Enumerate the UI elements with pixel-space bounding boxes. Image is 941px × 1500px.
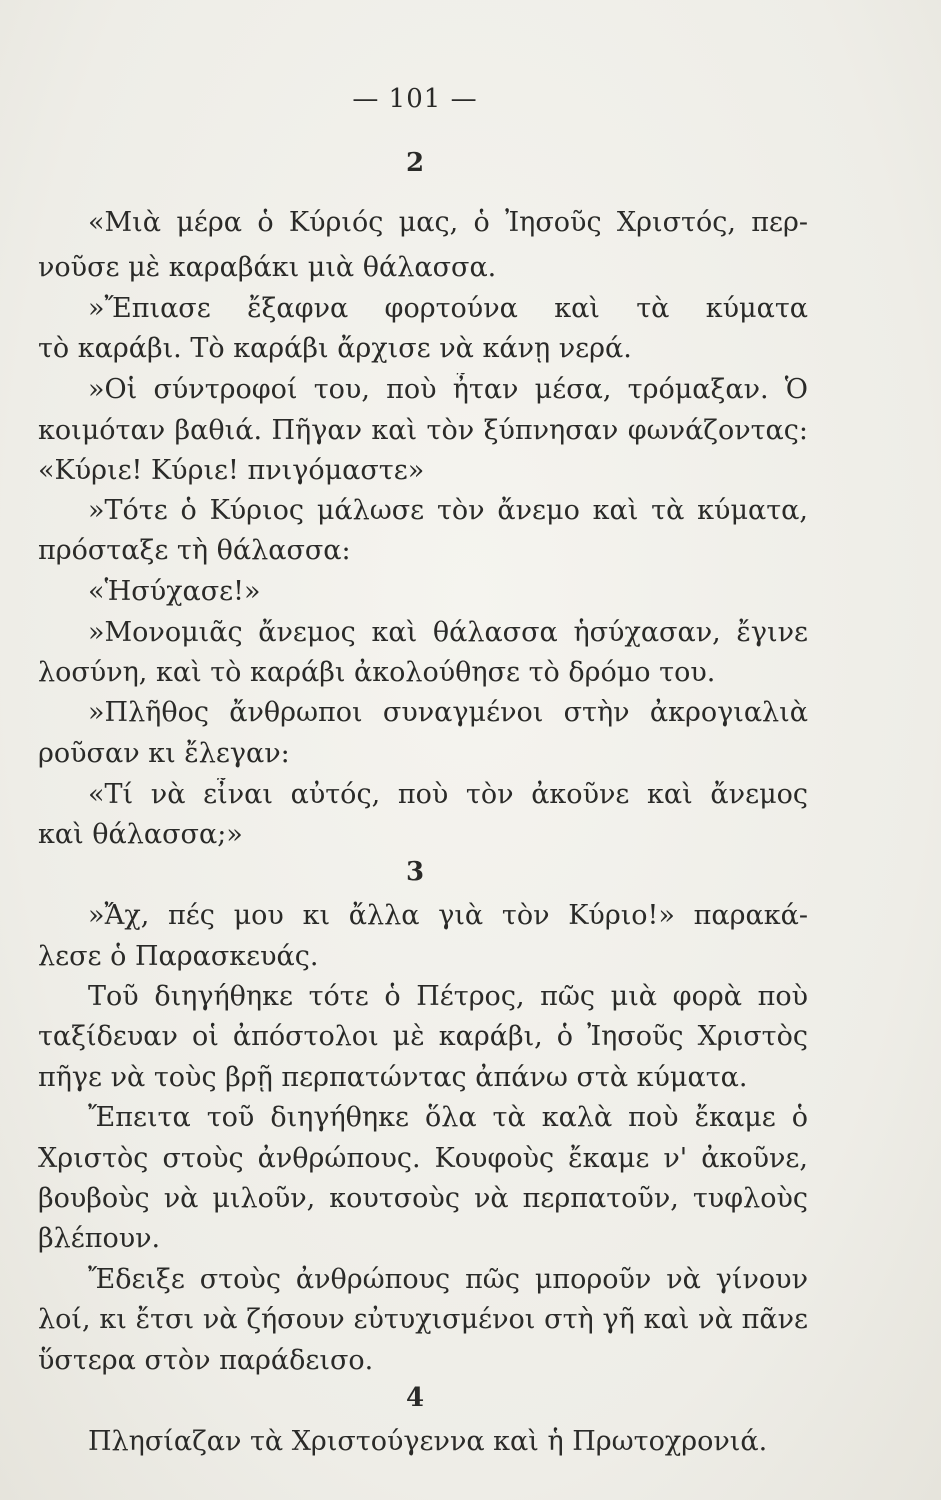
text-line: ὕστερα στὸν παράδεισο. (38, 1345, 374, 1376)
text-line: κοιμόταν βαθιά. Πῆγαν καὶ τὸν ξύπνησαν φωνάζοντας: (38, 415, 808, 446)
text-line: «Τί νὰ εἶναι αὐτός, ποὺ τὸν ἀκοῦνε καὶ ἄνεμος (88, 779, 808, 810)
section-number-3: 3 (405, 857, 425, 887)
text-line: λεσε ὁ Παρασκευάς. (38, 941, 319, 972)
section-number-2: 2 (405, 148, 425, 178)
text-line: «Κύριε! Κύριε! πνιγόμαστε» (38, 455, 425, 486)
text-line: »Οἱ σύντροφοί του, ποὺ ἦταν μέσα, τρόμαξαν. Ὁ (88, 374, 808, 405)
text-line: »Μονομιᾶς ἄνεμος καὶ θάλασσα ἡσύχασαν, ἔγινε (88, 617, 808, 648)
text-line: βλέπουν. (38, 1223, 161, 1254)
text-line: »Ἔπιασε ἔξαφνα φορτούνα καὶ τὰ κύματα (88, 293, 808, 324)
text-line: ροῦσαν κι ἔλεγαν: (38, 738, 290, 769)
text-line: Χριστὸς στοὺς ἀνθρώπους. Κουφοὺς ἔκαμε ν' ἀκοῦνε, (38, 1143, 808, 1174)
text-line: »Τότε ὁ Κύριος μάλωσε τὸν ἄνεμο καὶ τὰ κύματα, (88, 495, 808, 526)
page-number: — 101 — (352, 84, 478, 114)
text-line: »Ἄχ, πές μου κι ἄλλα γιὰ τὸν Κύριο!» παρακά- (88, 900, 808, 931)
text-line: καὶ θάλασσα;» (38, 819, 243, 850)
text-line: πῆγε νὰ τοὺς βρῇ περπατώντας ἀπάνω στὰ κύματα. (38, 1062, 748, 1093)
text-line: λοσύνη, καὶ τὸ καράβι ἀκολούθησε τὸ δρόμο του. (38, 657, 716, 688)
text-line: ταξίδευαν οἱ ἀπόστολοι μὲ καράβι, ὁ Ἰησοῦς Χριστὸς (38, 1021, 808, 1052)
text-line: Πλησίαζαν τὰ Χριστούγεννα καὶ ἡ Πρωτοχρονιά. (88, 1426, 768, 1457)
text-line: βουβοὺς νὰ μιλοῦν, κουτσοὺς νὰ περπατοῦν, τυφλοὺς (38, 1183, 808, 1214)
text-line: νοῦσε μὲ καραβάκι μιὰ θάλασσα. (38, 252, 497, 283)
text-line: Ἔδειξε στοὺς ἀνθρώπους πῶς μποροῦν νὰ γίνουν (88, 1264, 808, 1295)
section-number-4: 4 (405, 1383, 425, 1413)
text-line: »Πλῆθος ἄνθρωποι συναγμένοι στὴν ἀκρογιαλιὰ (88, 697, 808, 728)
text-line: Ἔπειτα τοῦ διηγήθηκε ὅλα τὰ καλὰ ποὺ ἔκαμε ὁ (88, 1102, 808, 1133)
text-line: «Ἡσύχασε!» (88, 576, 261, 607)
text-line: Τοῦ διηγήθηκε τότε ὁ Πέτρος, πῶς μιὰ φορὰ ποὺ (88, 981, 808, 1012)
text-line: λοί, κι ἔτσι νὰ ζήσουν εὐτυχισμένοι στὴ γῆ καὶ νὰ πᾶνε (38, 1304, 808, 1335)
text-line: τὸ καράβι. Τὸ καράβι ἄρχισε νὰ κάνῃ νερά. (38, 333, 632, 364)
text-line: «Μιὰ μέρα ὁ Κύριός μας, ὁ Ἰησοῦς Χριστός, περ- (88, 207, 808, 238)
text-line: πρόσταξε τὴ θάλασσα: (38, 535, 351, 566)
